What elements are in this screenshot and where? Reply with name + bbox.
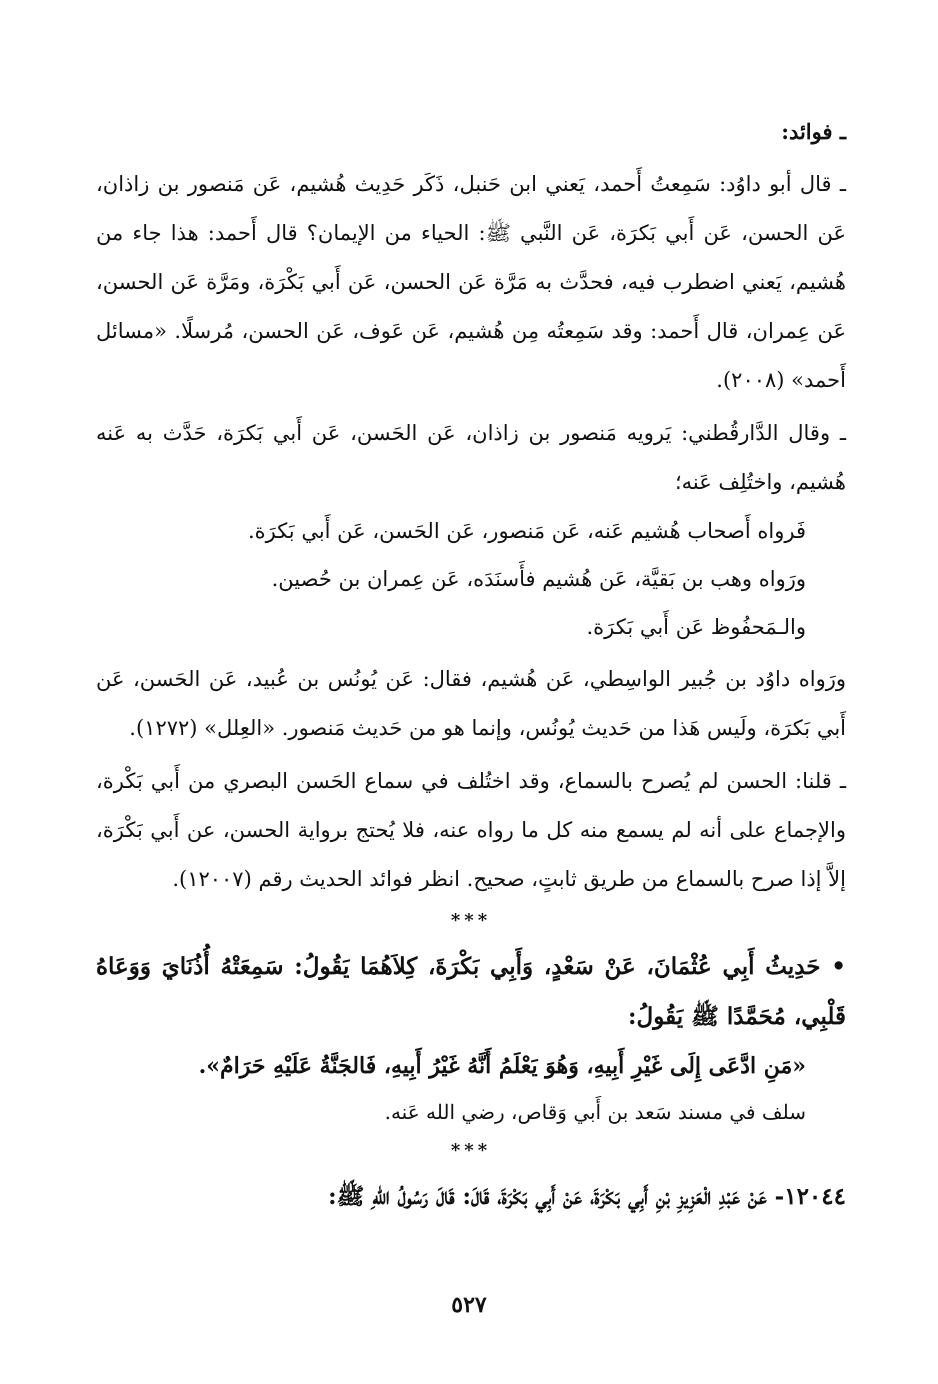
hadith-note: سلف في مسند سَعد بن أَبي وَقاص، رضي الله عَنه. [384,1100,806,1124]
paragraph-daraqutni-line-1: فَرواه أَصحاب هُشيم عَنه، عَن مَنصور، عَن الحَسن، عَن أَبي بَكرَة. [247,519,806,543]
paragraph-daraqutni: ـ وقال الدَّارقُطني: يَرويه مَنصور بن زاذان، عَن الحَسن، عَن أَبي بَكرَة، حَدَّث به عَنه هُشيم، واختُلِف عَنه؛ [96,421,846,494]
section-heading: ـ فوائد: [781,119,846,144]
separator-stars-2: *** [450,1140,492,1161]
paragraph-ilal: ورَواه داوُد بن جُبير الواسِطي، عَن هُشيم، فقال: عَن يُونُس بن عُبيد، عَن الحَسن، عَن أَبي بَكرَة، ولَيس هَذا من حَديث يُونُس، وإنما هو من حَديث مَنصور. «العِلل» (١٢٧٢). [96,667,846,740]
hadith-12044: ١٢٠٤٤- عَنْ عَبْدِ الْعَزِيزِ بْنِ أَبِي بَكْرَةَ، عَنْ أَبِي بَكْرَةَ، قَالَ: قَالَ رَسُولُ اللهِ ﷺ: [328,1183,846,1210]
paragraph-editor-note: ـ قلنا: الحسن لم يُصرح بالسماع، وقد اختُلف في سماع الحَسن البصري من أَبي بَكْرة، والإجماع على أنه لم يسمع منه كل ما رواه عنه، فلا يُحتج برواية الحسن، عن أَبي بَكْرَة، إلاَّ إذا صرح بالسماع من طريق ثابتٍ، صحيح. انظر فوائد الحديث رقم (١٢٠٠٧). [96,769,846,891]
paragraph-daraqutni-line-3: والـمَحفُوظ عَن أَبي بَكرَة. [586,615,806,639]
separator-stars: *** [450,910,492,931]
page-number: ٥٢٧ [451,1292,487,1318]
hadith-intro: • حَدِيثُ أَبِي عُثْمَانَ، عَنْ سَعْدٍ، وَأَبِي بَكْرَةَ، كِلاَهُمَا يَقُولُ: سَمِعَتْهُ أُذُنَايَ وَوَعَاهُ قَلْبِي، مُحَمَّدًا ﷺ يَقُولُ: [96,953,846,1030]
paragraph-abudawud: ـ قال أبو داوُد: سَمِعتُ أَحمد، يَعني ابن حَنبل، ذَكَر حَدِيث هُشيم، عَن مَنصور بن زاذان، عَن الحسن، عَن أَبي بَكرَة، عَن النَّبي ﷺ: الحياء من الإيمان؟ قال أَحمد: هذا جاء من هُشيم، يَعني اضطرب فيه، فحدَّث به مَرَّة عَن الحسن، عَن أَبي بَكْرَة، ومَرَّة عَن الحسن، عَن عِمران، قال أَحمد: وقد سَمِعتُه مِن هُشيم، عَن عَوف، عَن الحسن، مُرسلًا. «مسائل أَحمد» (٢٠٠٨). [96,172,846,392]
hadith-text: «مَنِ ادَّعَى إِلَى غَيْرِ أَبِيهِ، وَهُوَ يَعْلَمُ أَنَّهُ غَيْرُ أَبِيهِ، فَالجَنَّةُ عَلَيْهِ حَرَامٌ». [198,1053,806,1079]
paragraph-daraqutni-line-2: ورَواه وهب بن بَقيَّة، عَن هُشيم فأَسنَدَه، عَن عِمران بن حُصين. [271,567,806,591]
